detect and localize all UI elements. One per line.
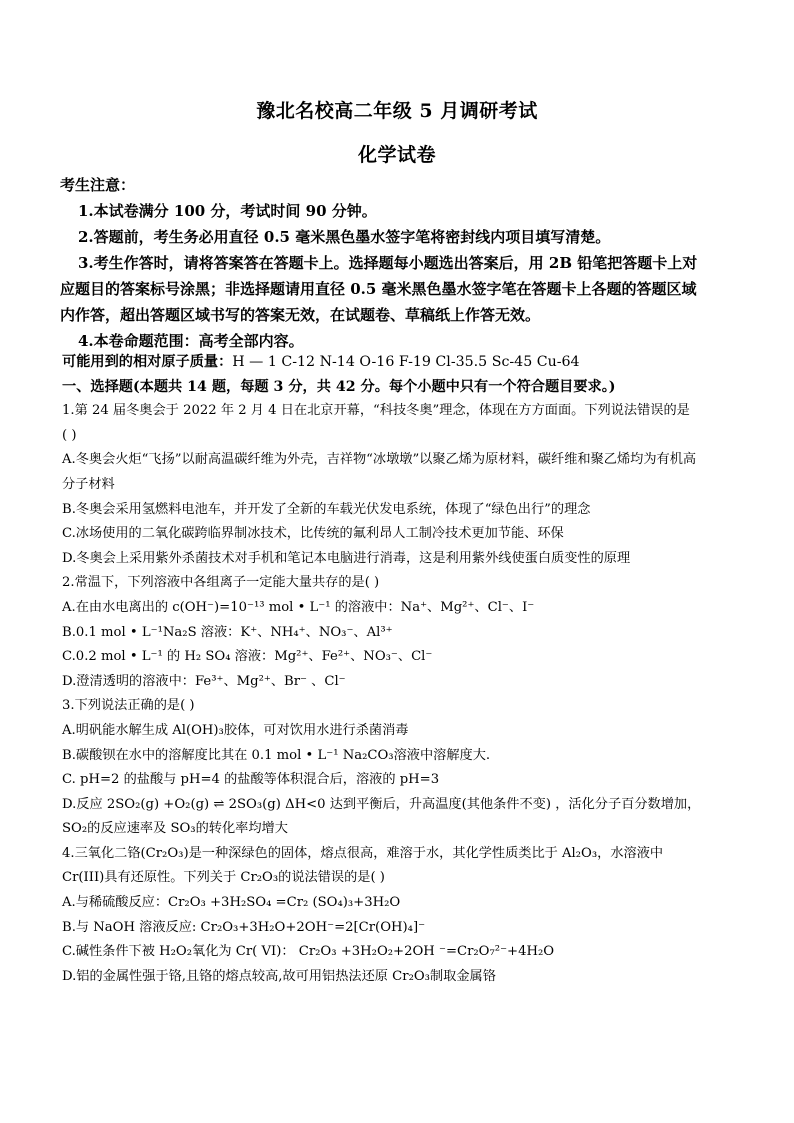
atomic-masses-label: 可能用到的相对原子质量： [62, 354, 233, 370]
question-1-option-c: C.冰场使用的二氧化碳跨临界制冰技术，比传统的氟利昂人工制冷技术更加节能、环保 [62, 526, 564, 542]
question-3-option-d: D.反应 2SO₂(g) +O₂(g) ⇌ 2SO₃(g) ΔH<0 达到平衡后，升高温度(其他条件不变) ，活化分子百分数增加， [62, 796, 701, 812]
question-3-option-c: C. pH=2 的盐酸与 pH=4 的盐酸等体积混合后，溶液的 pH=3 [62, 772, 440, 788]
question-1-stem: 1.第 24 届冬奥会于 2022 年 2 月 4 日在北京开幕，“科技冬奥”理念，体现在方方面面。下列说法错误的是 [62, 403, 690, 419]
question-3-option-a: A.明矾能水解生成 Al(OH)₃胶体，可对饮用水进行杀菌消毒 [62, 722, 409, 738]
question-4-option-a: A.与稀硫酸反应：Cr₂O₃ +3H₂SO₄ =Cr₂ (SO₄)₃+3H₂O [62, 895, 401, 911]
notice-heading: 考生注意： [60, 176, 136, 194]
question-1-option-d: D.冬奥会上采用紫外杀菌技术对手机和笔记本电脑进行消毒，这是利用紫外线使蛋白质变性的原理 [62, 550, 631, 566]
question-3-option-b: B.碳酸钡在水中的溶解度比其在 0.1 mol • L⁻¹ Na₂CO₃溶液中溶解度大. [62, 747, 491, 763]
question-4-option-c: C.碱性条件下被 H₂O₂氧化为 Cr( VI)： Cr₂O₃ +3H₂O₂+2OH ⁻=Cr₂O₇²⁻+4H₂O [62, 944, 555, 960]
exam-subtitle: 化学试卷 [357, 144, 436, 166]
question-2-option-c: C.0.2 mol • L⁻¹ 的 H₂ SO₄ 溶液：Mg²⁺、Fe²⁺、NO₃⁻、Cl⁻ [62, 649, 433, 665]
notice-item-3-cont: 应题目的答案标号涂黑；非选择题请用直径 0.5 毫米黑色墨水签字笔在答题卡上各题的答题区域 [60, 280, 697, 298]
notice-block [60, 172, 740, 354]
notice-item-2: 2.答题前，考生务必用直径 0.5 毫米黑色墨水签字笔将密封线内项目填写清楚。 [78, 228, 611, 246]
question-1-option-a: A.冬奥会火炬“飞扬”以耐高温碳纤维为外壳，吉祥物“冰墩墩”以聚乙烯为原材料，碳纤维和聚乙烯均为有机高 [62, 452, 697, 468]
atomic-masses [62, 350, 742, 375]
question-3-stem: 3.下列说法正确的是( ) [62, 698, 195, 714]
question-3-option-d-cont: SO₂的反应速率及 SO₃的转化率均增大 [62, 821, 288, 837]
question-4-stem: 4.三氧化二铬(Cr₂O₃)是一种深绿色的固体，熔点很高，难溶于水，其化学性质类比于 Al₂O₃，水溶液中 [62, 845, 664, 861]
exam-title: 豫北名校高二年级 5 月调研考试 [256, 100, 538, 122]
question-2-stem: 2.常温下，下列溶液中各组离子一定能大量共存的是( ) [62, 575, 380, 591]
question-block [62, 350, 742, 989]
question-2-option-a: A.在由水电离出的 c(OH⁻)=10⁻¹³ mol • L⁻¹ 的溶液中：Na⁺、Mg²⁺、Cl⁻、I⁻ [62, 599, 535, 615]
atomic-masses-values: H — 1 C-12 N-14 O-16 F-19 Cl-35.5 Sc-45 Cu-64 [232, 354, 580, 370]
question-2-option-d: D.澄清透明的溶液中：Fe³⁺、Mg²⁺、Br⁻ 、Cl⁻ [62, 673, 346, 689]
question-1-blank: ( ) [62, 427, 77, 443]
question-2-option-b: B.0.1 mol • L⁻¹Na₂S 溶液：K⁺、NH₄⁺、NO₃⁻、Al³⁺ [62, 624, 393, 640]
question-1-option-b: B.冬奥会采用氢燃料电池车，并开发了全新的车载光伏发电系统，体现了“绿色出行”的理念 [62, 501, 591, 517]
notice-item-4: 4.本卷命题范围：高考全部内容。 [78, 332, 304, 350]
question-4-stem-cont: Cr(III)具有还原性。下列关于 Cr₂O₃的说法错误的是( ) [62, 870, 385, 886]
notice-item-1: 1.本试卷满分 100 分，考试时间 90 分钟。 [78, 202, 377, 220]
question-4-option-b: B.与 NaOH 溶液反应: Cr₂O₃+3H₂O+2OH⁻=2[Cr(OH)₄]⁻ [62, 919, 426, 935]
notice-item-3: 3.考生作答时，请将答案答在答题卡上。选择题每小题选出答案后，用 2B 铅笔把答题卡上对 [78, 254, 698, 272]
question-4-option-d: D.铝的金属性强于铬,且铬的熔点较高,故可用铝热法还原 Cr₂O₃制取金属铬 [62, 968, 496, 984]
section-heading: 一、选择题(本题共 14 题，每题 3 分，共 42 分。每个小题中只有一个符合题目要求。) [62, 378, 616, 395]
question-1-option-a-cont: 分子材料 [62, 476, 115, 492]
notice-item-3-cont2: 内作答，超出答题区域书写的答案无效，在试题卷、草稿纸上作答无效。 [60, 306, 541, 324]
